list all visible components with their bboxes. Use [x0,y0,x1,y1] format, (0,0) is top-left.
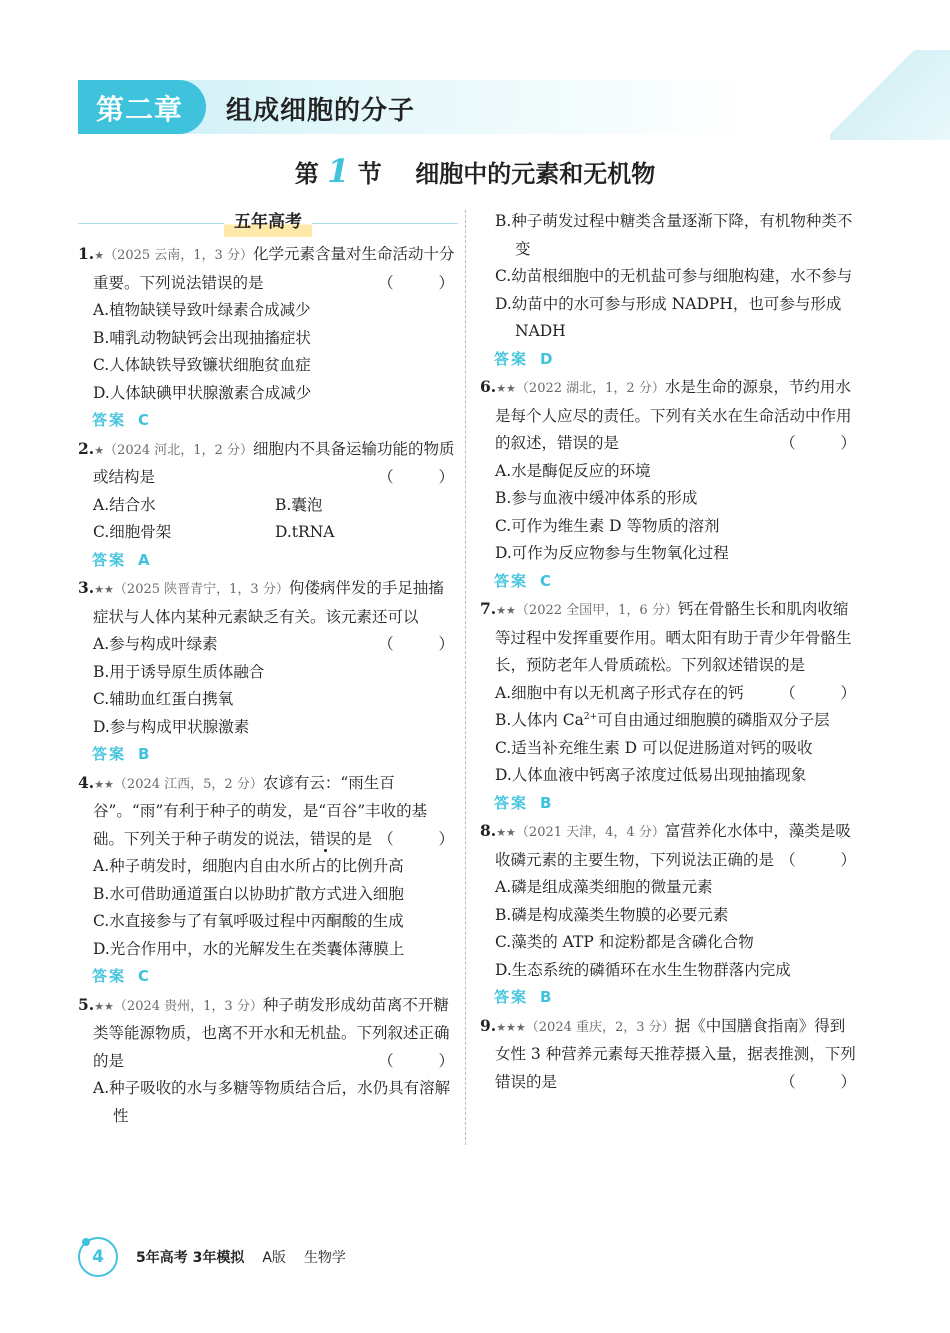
option: B.种子萌发过程中糖类含量逐渐下降，有机物种类不变 [495,212,853,258]
section-number: 1 [327,152,350,190]
question-stem: 种子萌发形成幼苗离不开糖类等能源物质，也离不开水和无机盐。下列叙述正确的是 [93,995,450,1070]
answer-bracket: （ ） [378,635,474,653]
option: B.用于诱导原生质体融合 [93,662,265,681]
question-source: （2025 云南，1，3 分） [104,248,253,263]
page-number: 4 [78,1237,118,1277]
difficulty-stars: ★ [94,443,105,457]
question-source: （2024 江西，5，2 分） [113,776,263,792]
difficulty-stars: ★★ [94,583,114,596]
question-source: （2021 天津，4，4 分） [515,825,665,840]
option: A.水是酶促反应的环境 [495,461,651,480]
question-stem: 农谚有云：“雨生百谷”。“雨”有利于种子的萌发，是“百谷”丰收的基础。下列关于种子萌发的说法， [93,773,428,848]
section-title [0,152,950,190]
option: C.可作为维生素 D 等物质的溶剂 [495,516,720,535]
answer-bracket: （ ） [780,683,876,702]
question-5-continued [480,208,860,373]
question-source: （2025 陕晋青宁，1，3 分） [113,582,289,597]
left-column [78,208,474,1130]
answer-bracket: （ ） [378,829,474,848]
book-edition: A版 [262,1250,286,1266]
question-stem: 佝偻病伴发的手足抽搐症状与人体内某种元素缺乏有关。该元素还可以 [93,579,444,626]
answer: 答案 C [494,571,554,590]
option: C.辅助血红蛋白携氧 [93,690,234,708]
difficulty-stars: ★★ [94,777,114,791]
option: B.水可借助通道蛋白以协助扩散方式进入细胞 [93,884,404,903]
answer: 答案 D [494,349,555,368]
question-8: 8.★★（2021 天津，4，4 分）富营养化水体中，藻类是吸收磷元素的主要生物，下列说法正确的是 （ ） A.磷是组成藻类细胞的微量元素 B.磷是构成藻类生物膜的必要元素 C.藻类的 ATP 和淀粉都是含磷化合物 D.生态系统的磷循环在水生生物群落内完成 答案 B [480,817,860,1012]
question-source: （2024 重庆，2，3 分） [525,1019,675,1035]
answer: 答案 C [92,411,152,429]
option: C.细胞骨架 [93,523,172,541]
option: C.水直接参与了有氧呼吸过程中丙酮酸的生成 [93,912,404,930]
emphasis-text: 错误 [310,829,342,848]
option: D.光合作用中，水的光解发生在类囊体薄膜上 [93,939,405,958]
option: A.细胞中有以无机离子形式存在的钙 [495,683,744,702]
difficulty-stars: ★ [94,249,105,262]
option: C.适当补充维生素 D 可以促进肠道对钙的吸收 [495,738,813,757]
option: D.幼苗中的水可参与形成 NADPH，也可参与形成 NADH [495,294,842,340]
question-stem: 据《中国膳食指南》得到女性 3 种营养元素每天推荐摄入量，据表推测，下列错误的是 [495,1016,856,1091]
answer-bracket: （ ） [378,468,474,486]
option: B.哺乳动物缺钙会出现抽搐症状 [93,328,311,347]
option: D.参与构成甲状腺激素 [93,717,250,736]
option: B.人体内 $Ca^{2+}$可自由通过细胞膜的磷脂双分子层 [495,711,830,729]
book-subject: 生物学 [303,1250,346,1266]
answer-bracket: （ ） [378,273,474,292]
right-column [480,208,876,1096]
section-prefix: 第 [294,160,319,188]
question-stem: 富营养化水体中，藻类是吸收磷元素的主要生物，下列说法正确的是 [495,822,851,869]
question-stem: 细胞内不具备运输功能的物质或结构是 [93,439,455,486]
option: B.磷是构成藻类生物膜的必要元素 [495,905,729,924]
five-year-heading [78,208,458,238]
option: B.囊泡 [275,495,323,514]
option: D.tRNA [275,523,335,541]
question-5: 5.★★（2024 贵州，1，3 分）种子萌发形成幼苗离不开糖类等能源物质，也离不开水和无机盐。下列叙述正确的是 （ ） A.种子吸收的水与多糖等物质结合后，水仍具有溶解性 [78,991,458,1131]
question-3: 3.★★（2025 陕晋青宁，1，3 分）佝偻病伴发的手足抽搐症状与人体内某种元素缺乏有关。该元素还可以 （ ） A.参与构成叶绿素 B.用于诱导原生质体融合 C.辅助血红蛋白携氧 D.参与构成甲状腺激素 答案 B [78,574,458,769]
option: D.生态系统的磷循环在水生生物群落内完成 [495,960,791,979]
section-suffix: 节 [357,160,382,188]
question-stem: 钙在骨骼生长和肌肉收缩等过程中发挥重要作用。晒太阳有助于青少年骨骼生长，预防老年人骨质疏松。下列叙述错误的是 [495,600,852,674]
corner-decoration [830,50,950,140]
option: B.参与血液中缓冲体系的形成 [495,489,698,507]
option: A.种子萌发时，细胞内自由水所占的比例升高 [93,857,404,875]
answer: 答案 A [92,550,152,569]
answer-bracket: （ ） [780,850,876,869]
option: A.结合水 [93,495,156,514]
option: A.植物缺镁导致叶绿素合成减少 [93,301,311,319]
answer-bracket: （ ） [378,1051,474,1070]
chapter-tab-label: 第二章 [96,93,184,126]
answer: 答案 B [494,988,554,1006]
question-9: 9.★★★（2024 重庆，2，3 分）据《中国膳食指南》得到女性 3 种营养元素每天推荐摄入量，据表推测，下列错误的是 （ ） [480,1012,860,1097]
option: C.幼苗根细胞中的无机盐可参与细胞构建，水不参与 [495,267,853,285]
option: A.种子吸收的水与多糖等物质结合后，水仍具有溶解性 [93,1079,451,1125]
heading-label: 五年高考 [224,209,312,237]
difficulty-stars: ★★ [496,382,516,395]
option: D.人体缺碘甲状腺激素合成减少 [93,383,312,402]
option: C.人体缺铁导致镰状细胞贫血症 [93,356,311,374]
question-4: 4.★★（2024 江西，5，2 分）农谚有云：“雨生百谷”。“雨”有利于种子的萌发，是“百谷”丰收的基础。下列关于种子萌发的说法，错误的是 （ ） A.种子萌发时，细胞内自由水所占的比例升高 B.水可借助通道蛋白以协助扩散方式进入细胞 C.水直接参与了有氧呼吸过程中丙酮酸的生成 D.光合作用中，水的光解发生在类囊体薄膜上 答案 C [78,769,458,991]
question-source: （2024 贵州，1，3 分） [113,998,263,1014]
difficulty-stars: ★★ [94,999,114,1013]
question-2: 2.★（2024 河北，1，2 分）细胞内不具备运输功能的物质或结构是 （ ） A.结合水 B.囊泡 C.细胞骨架 D.tRNA 答案 A [78,435,458,575]
page-footer [78,1238,346,1276]
chapter-title: 组成细胞的分子 [226,96,416,126]
question-stem: 化学元素含量对生命活动十分重要。下列说法错误的是 [93,245,455,292]
section-name: 细胞中的元素和无机物 [415,160,656,188]
option: A.磷是组成藻类细胞的微量元素 [495,878,713,896]
answer: 答案 B [92,745,152,763]
question-1: 1.★（2025 云南，1，3 分）化学元素含量对生命活动十分重要。下列说法错误的是 （ ） A.植物缺镁导致叶绿素合成减少 B.哺乳动物缺钙会出现抽搐症状 C.人体缺铁导致镰状细胞贫血症 D.人体缺碘甲状腺激素合成减少 答案 C [78,240,458,435]
question-7: 7.★★（2022 全国甲，1，6 分）钙在骨骼生长和肌肉收缩等过程中发挥重要作用。晒太阳有助于青少年骨骼生长，预防老年人骨质疏松。下列叙述错误的是 （ ） A.细胞中有以无机离子形式存在的钙 B.人体内 $Ca^{2+}$可自由通过细胞膜的磷脂双分子层 C.适当补充维生素 D 可以促进肠道对钙的吸收 D.人体血液中钙离子浓度过低易出现抽搐现象 答案 B [480,595,860,817]
column-divider [465,210,466,1145]
answer-bracket: （ ） [780,1072,876,1091]
question-6: 6.★★（2022 湖北，1，2 分）水是生命的源泉，节约用水是每个人应尽的责任。下列有关水在生命活动中作用的叙述，错误的是 （ ） A.水是酶促反应的环境 B.参与血液中缓冲体系的形成 C.可作为维生素 D 等物质的溶剂 D.可作为反应物参与生物氧化过程 答案 C [480,373,860,595]
book-brand: 5年高考 3年模拟 [136,1250,245,1266]
question-source: （2024 河北，1，2 分） [104,442,253,458]
option: A.参与构成叶绿素 [93,635,218,653]
difficulty-stars: ★★★ [496,1020,526,1034]
answer: 答案 C [92,967,152,985]
option: C.藻类的 ATP 和淀粉都是含磷化合物 [495,933,754,951]
option: D.人体血液中钙离子浓度过低易出现抽搐现象 [495,766,807,784]
question-source: （2022 全国甲，1，6 分） [515,603,678,618]
difficulty-stars: ★★ [496,826,516,839]
question-source: （2022 湖北，1，2 分） [515,381,665,396]
option: D.可作为反应物参与生物氧化过程 [495,544,729,562]
answer: 答案 B [494,793,554,812]
answer-bracket: （ ） [780,434,876,452]
question-stem: 水是生命的源泉，节约用水是每个人应尽的责任。下列有关水在生命活动中作用的叙述，错误的是 [495,378,852,452]
difficulty-stars: ★★ [496,604,516,617]
